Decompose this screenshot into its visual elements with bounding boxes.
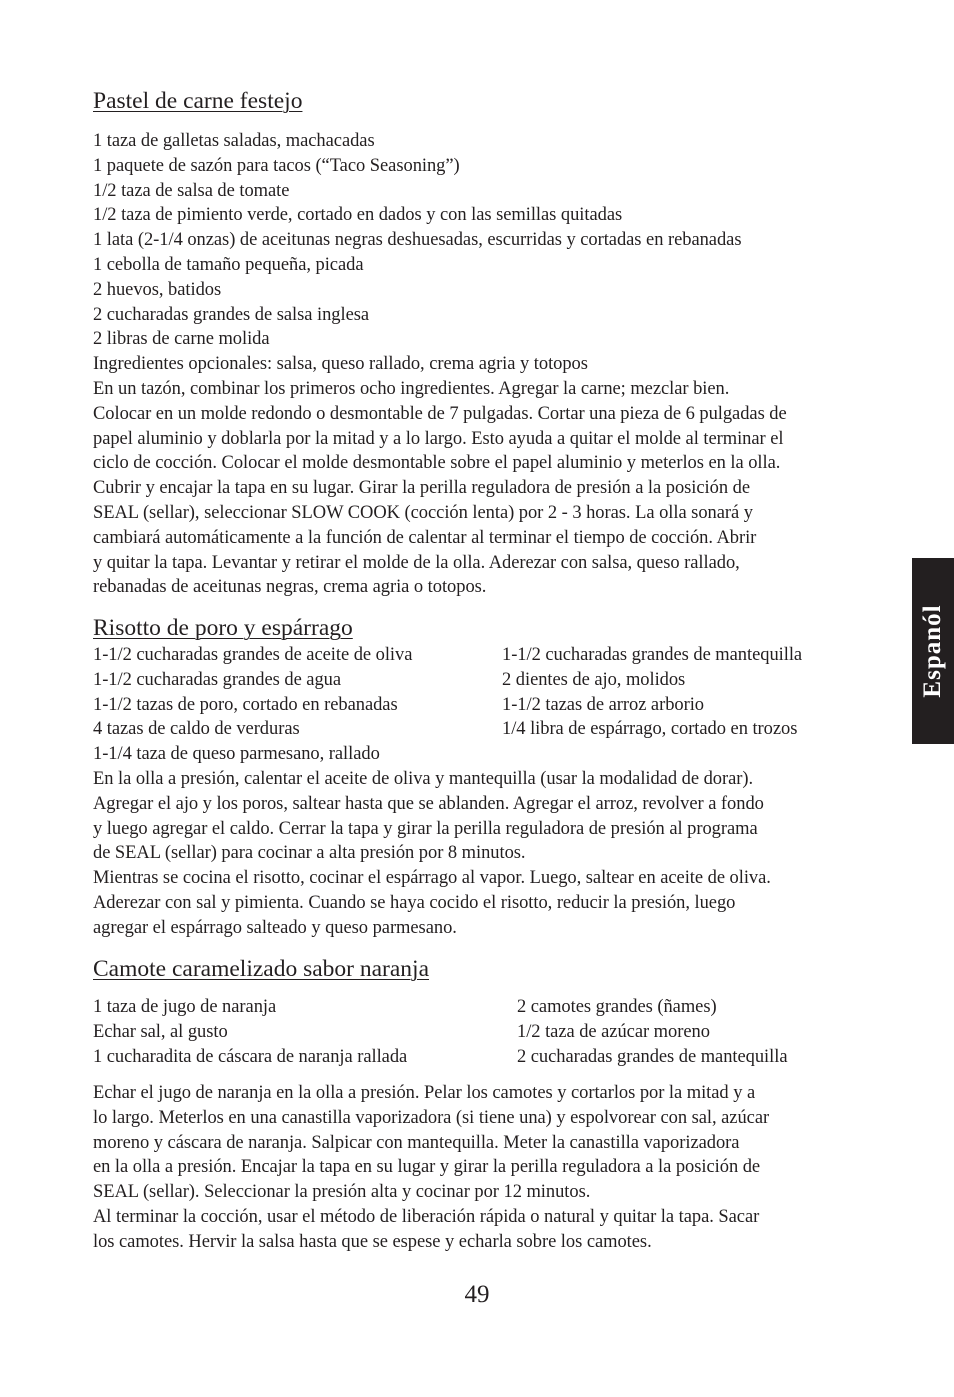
ingredient-right: 2 cucharadas grandes de mantequilla [517, 1046, 788, 1067]
text-line: Al terminar la cocción, usar el método de liberación rápida o natural y quitar la tapa. Sacar [93, 1206, 760, 1227]
text-line: 2 huevos, batidos [93, 279, 222, 300]
text-line: SEAL (sellar). Seleccionar la presión alta y cocinar por 12 minutos. [93, 1182, 591, 1203]
text-line: papel aluminio y doblarla por la mitad y a lo largo. Esto ayuda a quitar el molde al terminar el [93, 428, 784, 449]
ingredient-right: 1-1/2 tazas de arroz arborio [502, 694, 705, 715]
text-line: 1/2 taza de pimiento verde, cortado en dados y con las semillas quitadas [93, 205, 623, 226]
ingredient-row [93, 1045, 873, 1070]
text-line: 1 taza de galletas saladas, machacadas [93, 131, 375, 151]
ingredient-right: 1/4 libra de espárrago, cortado en trozos [502, 719, 798, 740]
text-line: de SEAL (sellar) para cocinar a alta presión por 8 minutos. [93, 843, 526, 864]
text-line: Agregar el ajo y los poros, saltear hasta que se ablanden. Agregar el arroz, revolver a fondo [93, 793, 764, 814]
ingredient-left: 1-1/2 cucharadas grandes de agua [93, 669, 342, 690]
ingredient-row [93, 643, 873, 668]
ingredient-row [93, 1020, 873, 1045]
recipe-body [93, 129, 787, 600]
ingredient-row [93, 717, 873, 742]
ingredient-right: 1/2 taza de azúcar moreno [517, 1021, 710, 1042]
text-line: En un tazón, combinar los primeros ocho ingredientes. Agregar la carne; mezclar bien. [93, 378, 730, 399]
ingredient-row [93, 693, 873, 718]
language-side-tab [912, 558, 954, 744]
text-line: agregar el espárrago salteado y queso parmesano. [93, 917, 457, 938]
text-line: Echar el jugo de naranja en la olla a presión. Pelar los camotes y cortarlos por la mitad y a [93, 1083, 756, 1103]
text-line: En la olla a presión, calentar el aceite de oliva y mantequilla (usar la modalidad de dorar). [93, 769, 754, 789]
text-line: y luego agregar el caldo. Cerrar la tapa y girar la perilla reguladora de presión al programa [93, 818, 758, 839]
ingredient-left: 1-1/4 taza de queso parmesano, rallado [93, 744, 380, 765]
text-line: SEAL (sellar), seleccionar SLOW COOK (cocción lenta) por 2 - 3 horas. La olla sonará y [93, 502, 753, 523]
ingredient-left: 4 tazas de caldo de verduras [93, 719, 300, 740]
text-line: 1/2 taza de salsa de tomate [93, 180, 290, 201]
page-number: 49 [464, 1281, 490, 1308]
text-line: ciclo de cocción. Colocar el molde desmontable sobre el papel aluminio y meterlos en la olla. [93, 453, 781, 474]
recipe-title: Risotto de poro y espárrago [93, 615, 353, 641]
ingredient-row [93, 995, 873, 1020]
ingredient-right: 2 dientes de ajo, molidos [502, 669, 686, 690]
side-tab-label: Espanól [919, 604, 946, 698]
ingredient-left: 1-1/2 tazas de poro, cortado en rebanadas [93, 694, 398, 715]
ingredient-left: 1 cucharadita de cáscara de naranja rallada [93, 1046, 408, 1067]
text-line: 1 cebolla de tamaño pequeña, picada [93, 254, 364, 275]
text-line: rebanadas de aceitunas negras, crema agria o totopos. [93, 577, 487, 598]
recipe-title: Pastel de carne festejo [93, 88, 303, 114]
ingredient-left: 1-1/2 cucharadas grandes de aceite de oliva [93, 645, 413, 665]
recipe-title: Camote caramelizado sabor naranja [93, 956, 430, 982]
text-line: los camotes. Hervir la salsa hasta que se espese y echarla sobre los camotes. [93, 1231, 652, 1252]
ingredient-row [93, 668, 873, 693]
text-line: Ingredientes opcionales: salsa, queso rallado, crema agria y totopos [93, 354, 588, 375]
text-line: 1 lata (2-1/4 onzas) de aceitunas negras deshuesadas, escurridas y cortadas en rebanadas [93, 230, 742, 251]
ingredient-left: Echar sal, al gusto [93, 1021, 228, 1042]
text-line: cambiará automáticamente a la función de calentar al terminar el tiempo de cocción. Abrir [93, 527, 757, 548]
text-line: lo largo. Meterlos en una canastilla vaporizadora (si tiene una) y espolvorear con sal, azúcar [93, 1107, 770, 1128]
text-line: 2 libras de carne molida [93, 329, 270, 350]
ingredient-row [93, 742, 873, 767]
text-line: y quitar la tapa. Levantar y retirar el molde de la olla. Aderezar con salsa, queso rallado, [93, 552, 740, 573]
ingredient-left: 1 taza de jugo de naranja [93, 997, 277, 1017]
recipe-body [93, 767, 771, 941]
text-line: 2 cucharadas grandes de salsa inglesa [93, 304, 370, 325]
ingredient-right: 1-1/2 cucharadas grandes de mantequilla [502, 645, 803, 665]
text-line: 1 paquete de sazón para tacos (“Taco Seasoning”) [93, 155, 460, 176]
text-line: moreno y cáscara de naranja. Salpicar con mantequilla. Meter la canastilla vaporizadora [93, 1132, 740, 1153]
text-line: Mientras se cocina el risotto, cocinar el espárrago al vapor. Luego, saltear en aceite de oliva. [93, 868, 771, 889]
text-line: en la olla a presión. Encajar la tapa en su lugar y girar la perilla reguladora a la posición de [93, 1157, 761, 1178]
recipe-body [93, 1081, 769, 1255]
ingredient-right: 2 camotes grandes (ñames) [517, 997, 717, 1017]
text-line: Aderezar con sal y pimienta. Cuando se haya cocido el risotto, reducir la presión, luego [93, 892, 736, 913]
text-line: Colocar en un molde redondo o desmontable de 7 pulgadas. Cortar una pieza de 6 pulgadas de [93, 403, 787, 424]
text-line: Cubrir y encajar la tapa en su lugar. Girar la perilla reguladora de presión a la posición de [93, 478, 750, 499]
